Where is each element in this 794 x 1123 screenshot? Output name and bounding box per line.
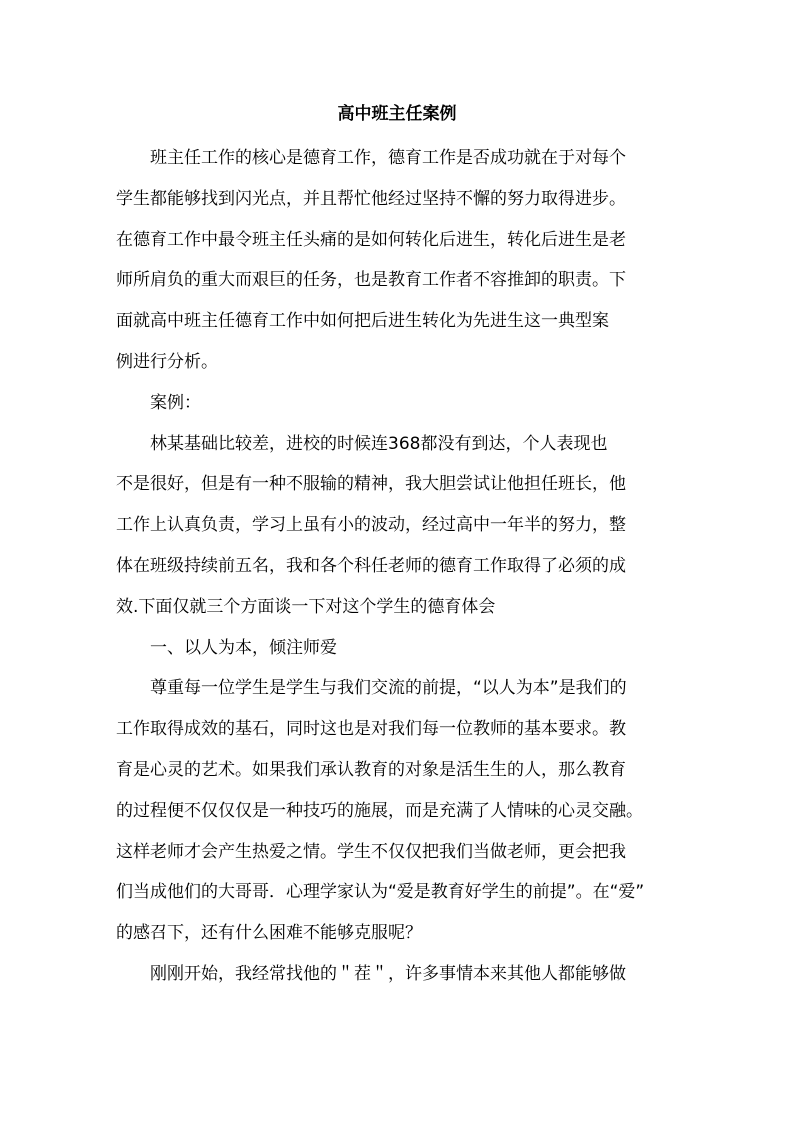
paragraph [116, 424, 688, 628]
document-title: 高中班主任案例 [337, 104, 457, 124]
text-line: 效.下面仅就三个方面谈一下对这个学生的德育体会 [116, 596, 496, 617]
text-line: 的感召下，还有什么困难不能够克服呢？ [116, 923, 422, 944]
paragraph [116, 668, 688, 954]
text-line: 这样老师才会产生热爱之情。学生不仅仅把我们当做老师，更会把我 [116, 841, 626, 862]
document-body [116, 138, 688, 995]
text-line: 工作上认真负责，学习上虽有小的波动，经过高中一年半的努力，整 [116, 515, 626, 536]
text-line: 学生都能够找到闪光点，并且帮忙他经过坚持不懈的努力取得进步。 [116, 188, 626, 209]
paragraph-case-label [116, 383, 688, 424]
section-heading [116, 628, 688, 669]
text-line: 不是很好，但是有一种不服输的精神，我大胆尝试让他担任班长，他 [116, 474, 626, 495]
paragraph [116, 954, 688, 995]
text-line: 工作取得成效的基石，同时这也是对我们每一位教师的基本要求。教 [116, 719, 626, 740]
paragraph [116, 138, 688, 383]
text-line: 一、以人为本，倾注师爱 [150, 637, 337, 658]
text-line: 体在班级持续前五名，我和各个科任老师的德育工作取得了必须的成 [116, 555, 626, 576]
text-line: 例进行分析。 [116, 351, 218, 372]
text-line: 育是心灵的艺术。如果我们承认教育的对象是活生生的人，那么教育 [116, 759, 626, 780]
text-line: 案例： [150, 392, 201, 413]
text-line: 刚刚开始，我经常找他的＂茬＂，许多事情本来其他人都能够做 [150, 963, 626, 984]
text-line: 面就高中班主任德育工作中如何把后进生转化为先进生这一典型案 [116, 311, 609, 332]
text-line: 师所肩负的重大而艰巨的任务，也是教育工作者不容推卸的职责。下 [116, 270, 626, 291]
text-line: 林某基础比较差，进校的时候连368都没有到达，个人表现也 [150, 433, 608, 454]
text-line: 在德育工作中最令班主任头痛的是如何转化后进生，转化后进生是老 [116, 229, 626, 250]
text-line: 班主任工作的核心是德育工作，德育工作是否成功就在于对每个 [150, 148, 626, 168]
text-line: 尊重每一位学生是学生与我们交流的前提，“以人为本”是我们的 [150, 678, 627, 699]
text-line: 的过程便不仅仅仅是一种技巧的施展，而是充满了人情味的心灵交融。 [116, 800, 643, 821]
text-line: 们当成他们的大哥哥．心理学家认为“爱是教育好学生的前提”。在“爱” [116, 882, 645, 903]
